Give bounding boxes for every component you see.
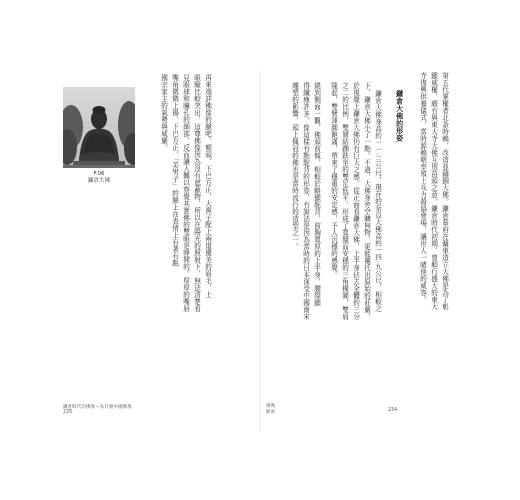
running-footer-center [266,404,275,416]
footer-line: 佛像 [266,404,276,409]
text-column: 繞到側面一觀，佛頭前傾，相較於略顯駝背，前胸寬厚的上半身，腰際顯 [312,82,321,306]
text-column: 嘴角微微上揚，下巴方正，「美男子」的臉上在表情上有著有點 [170,74,179,267]
buddha-photo [63,87,135,168]
text-column: 國宗家主的氣勢與威嚴。 [159,74,168,151]
caption-label: F.06 [93,171,105,177]
text-column: 雕塑的影響，頭上佩冠的佛也是當時流行的造型之一。 [290,82,299,250]
caption-title: 鎌倉大佛 [87,178,110,184]
text-column: 之二的比例，雙層結跏趺坐的雙足低平，形成了寬闊而安穩的三角構圖，雙肩 [340,82,349,320]
running-footer-left: 鎌倉時代的佛像—為什麼中國佛像 [63,405,132,410]
footer-line: 解密 [266,410,276,415]
page-number: 234 [388,408,398,413]
text-column: 得纖瘦許多。像這樣有點駝背的形姿，有說法是因為當時的日本深受中國南宋 [301,82,310,320]
text-column: 眼瞼比較突出，這尊佛像因為沒有遮蔽物，所以在陽光的照射下，無法清楚看 [192,74,201,312]
text-column: 隆起，雙臂渾圓飽滿，帶來了穩重的安定感，予人沉穩的感覺。 [329,82,338,278]
text-column: 顯威權，頗有與東大寺大佛互別苗頭之意。鎌倉時代初期，曾順行盛大的東大 [429,72,438,310]
text-column: 於視覺上鎌倉大佛仍有巨大之感。從正面看鎌倉大佛，上半身佔去全體約三分 [351,82,360,320]
page-number: 235 [63,410,73,415]
text-column: 再來端詳佛像的臉吧。額頭、下巴方正，大鼻子配上兩道優美的眉毛，上 [203,74,212,298]
text-column: 第五代掌權者北条時賴，改造並鑄銅大佛。鎌倉幕府在關東造立大佛是為了彰 [440,72,449,310]
photo-caption [63,171,135,185]
text-column: 寺復興供養儀式，當時源賴朝率領士兵力殺協會場，讓世人一睹他的威容。 [418,72,427,303]
text-column: 鎌倉大佛身高約一一‧三公尺，現存的奈良大佛高約一四‧九公尺，相較之 [373,90,382,312]
text-column: 見眼球和瞳孔的細部，反而讓人難以察覺其實佛的雙眼是睜開的。厚厚的嘴唇 [181,74,190,312]
text-column: 下，鎌倉大佛小了一點。不過，大佛身旁空曠無物，更能襯托出原始的莊嚴， [362,82,371,320]
page-gutter [259,70,260,430]
section-heading: 鎌倉大佛的形姿 [395,90,405,142]
